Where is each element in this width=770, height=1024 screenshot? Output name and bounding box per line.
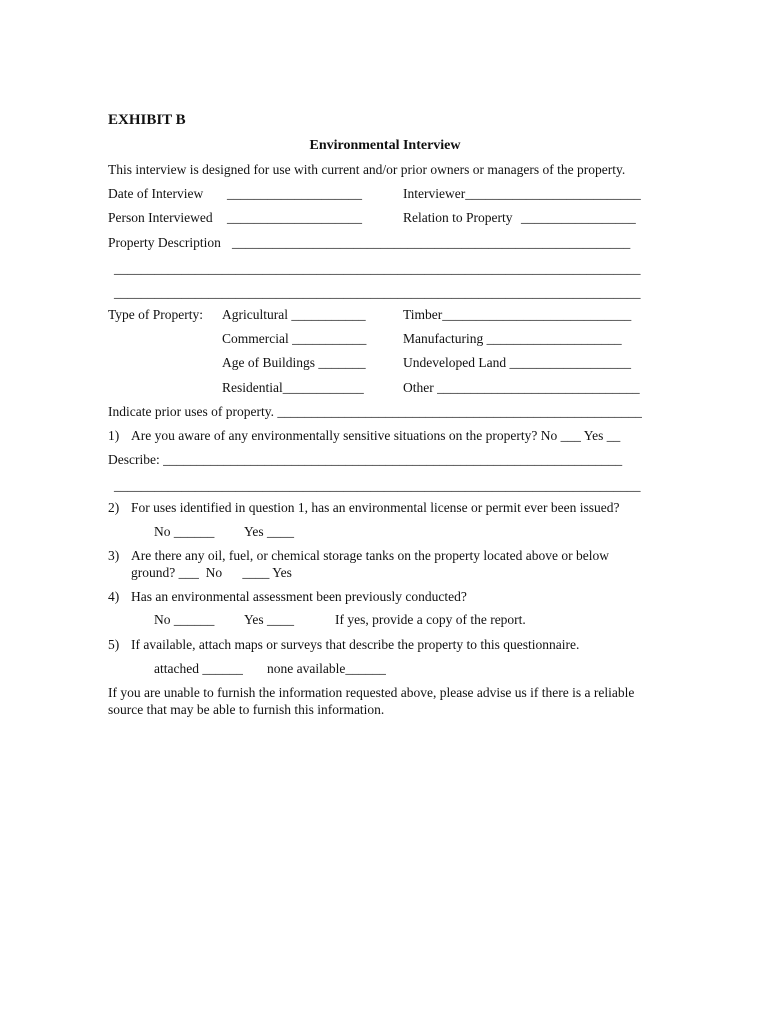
closing-text-line-2: source that may be able to furnish this information. bbox=[108, 702, 385, 717]
question-4-no-field[interactable]: No ______ bbox=[154, 612, 215, 627]
agricultural-field[interactable]: Agricultural ___________ bbox=[222, 307, 366, 322]
exhibit-heading: EXHIBIT B bbox=[108, 112, 186, 128]
question-5-number: 5) bbox=[108, 637, 120, 652]
timber-field[interactable]: Timber____________________________ bbox=[403, 307, 632, 322]
closing-text-line-1: If you are unable to furnish the information requested above, please advise us if there is a reliable bbox=[108, 685, 635, 700]
question-2-text: For uses identified in question 1, has an environmental license or permit ever been issued? bbox=[131, 500, 620, 515]
other-field[interactable]: Other ______________________________ bbox=[403, 380, 640, 395]
question-5-attached-field[interactable]: attached ______ bbox=[154, 661, 243, 676]
residential-field[interactable]: Residential____________ bbox=[222, 380, 364, 395]
property-description-line-1[interactable]: ______________________________________________________________________________ bbox=[114, 261, 641, 276]
question-1-number: 1) bbox=[108, 428, 120, 443]
describe-line[interactable]: ______________________________________________________________________________ bbox=[114, 478, 641, 493]
property-description-label: Property Description bbox=[108, 235, 221, 250]
question-3-text: Are there any oil, fuel, or chemical storage tanks on the property located above or below bbox=[131, 548, 609, 563]
intro-text: This interview is designed for use with current and/or prior owners or managers of the property. bbox=[108, 162, 626, 177]
date-of-interview-label: Date of Interview bbox=[108, 186, 204, 201]
question-3-answer-fields[interactable]: ground? ___ No ____ Yes bbox=[131, 565, 292, 580]
type-of-property-label: Type of Property: bbox=[108, 307, 204, 322]
age-of-buildings-field[interactable]: Age of Buildings _______ bbox=[222, 355, 366, 370]
question-4-note: If yes, provide a copy of the report. bbox=[335, 612, 526, 627]
question-5-text: If available, attach maps or surveys that describe the property to this questionnaire. bbox=[131, 637, 580, 652]
question-2-number: 2) bbox=[108, 500, 120, 515]
relation-to-property-field[interactable]: _________________ bbox=[521, 210, 636, 225]
date-of-interview-field[interactable]: ____________________ bbox=[227, 186, 362, 201]
relation-to-property-label: Relation to Property bbox=[403, 210, 513, 225]
question-4-number: 4) bbox=[108, 589, 120, 604]
question-4-text: Has an environmental assessment been previously conducted? bbox=[131, 589, 467, 604]
person-interviewed-label: Person Interviewed bbox=[108, 210, 213, 225]
property-description-field[interactable]: ___________________________________________________________ bbox=[232, 235, 631, 250]
question-5-none-available-field[interactable]: none available______ bbox=[267, 661, 386, 676]
question-2-yes-field[interactable]: Yes ____ bbox=[244, 524, 295, 539]
undeveloped-land-field[interactable]: Undeveloped Land __________________ bbox=[403, 355, 631, 370]
prior-uses-field[interactable]: Indicate prior uses of property. ______________________________________________________ bbox=[108, 404, 642, 419]
property-description-line-2[interactable]: ______________________________________________________________________________ bbox=[114, 285, 641, 300]
person-interviewed-field[interactable]: ____________________ bbox=[227, 210, 362, 225]
question-4-yes-field[interactable]: Yes ____ bbox=[244, 612, 295, 627]
interviewer-field[interactable]: Interviewer__________________________ bbox=[403, 186, 641, 201]
describe-field[interactable]: Describe: ____________________________________________________________________ bbox=[108, 452, 623, 467]
page-title: Environmental Interview bbox=[309, 138, 461, 153]
question-3-number: 3) bbox=[108, 548, 120, 563]
question-2-no-field[interactable]: No ______ bbox=[154, 524, 215, 539]
manufacturing-field[interactable]: Manufacturing ____________________ bbox=[403, 331, 622, 346]
commercial-field[interactable]: Commercial ___________ bbox=[222, 331, 367, 346]
question-1-text[interactable]: Are you aware of any environmentally sensitive situations on the property? No ___ Yes __ bbox=[131, 428, 621, 443]
